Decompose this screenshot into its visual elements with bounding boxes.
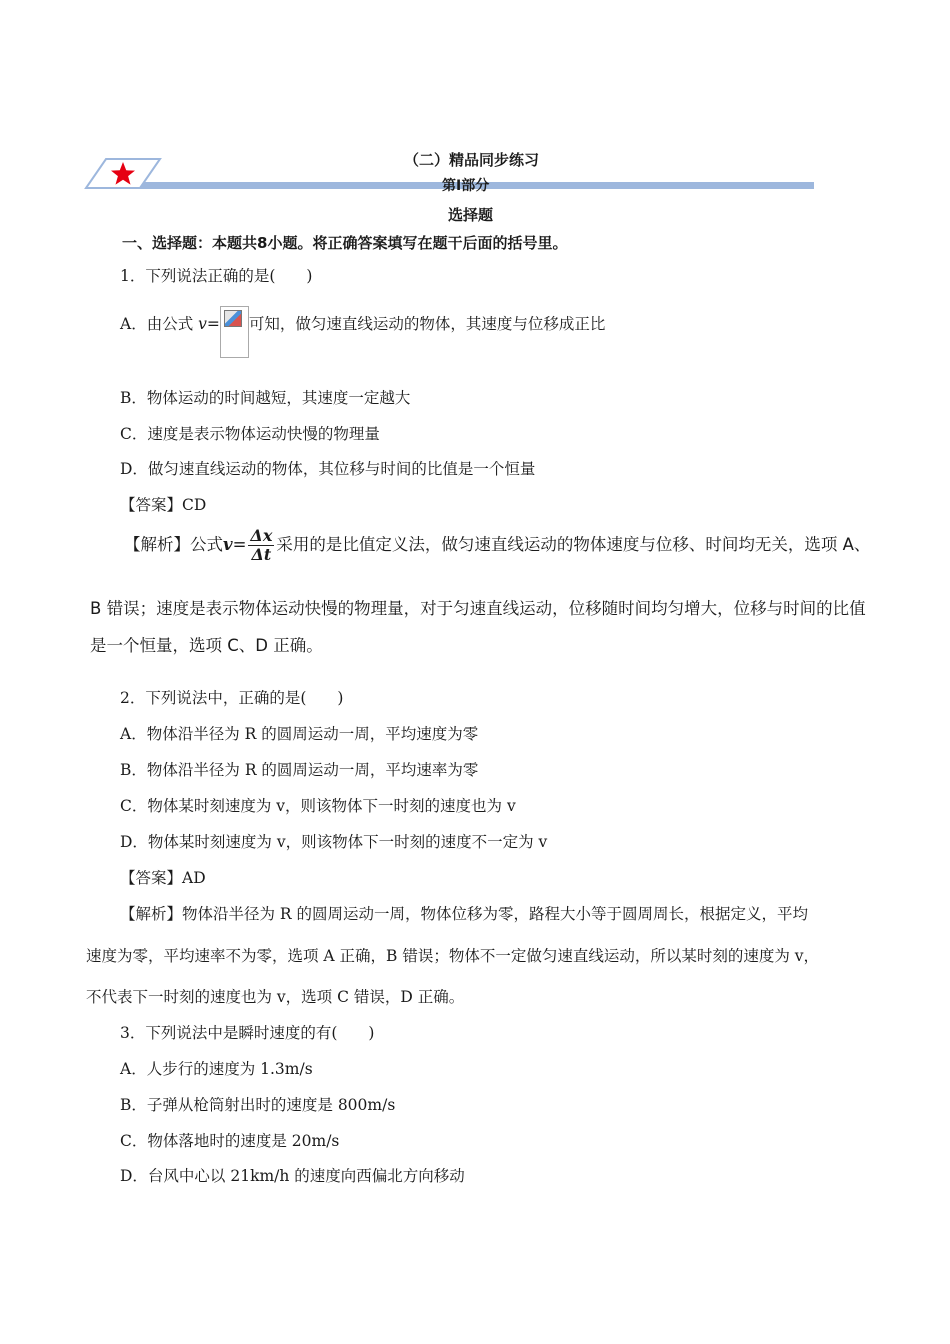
q2-option-c: C．物体某时刻速度为 v，则该物体下一时刻的速度也为 v: [120, 797, 516, 815]
q3-option-d: D．台风中心以 21km/h 的速度向西偏北方向移动: [120, 1167, 465, 1185]
q1-analysis-prefix: 【解析】公式: [124, 535, 223, 554]
q2-analysis-line2: 速度为零，平均速率不为零，选项 A 正确，B 错误；物体不一定做匀速直线运动，所以某时刻的速度为 v，: [86, 947, 820, 965]
q1-option-a-eq: =: [206, 315, 220, 333]
q1-stem: 1．下列说法正确的是( ): [120, 267, 313, 285]
q1-option-c: C．速度是表示物体运动快慢的物理量: [120, 425, 380, 443]
q1-analysis-line1: [124, 527, 870, 564]
q2-analysis-line1: 【解析】物体沿半径为 R 的圆周运动一周，物体位移为零，路程大小等于圆周周长，根据定义，平均: [120, 905, 809, 923]
q3-option-c: C．物体落地时的速度是 20m/s: [120, 1132, 340, 1150]
fraction-denominator: Δt: [251, 545, 272, 564]
section-title: （二）精品同步练习: [404, 151, 540, 169]
q1-option-a-var: v: [198, 315, 207, 333]
q2-analysis-line3: 不代表下一时刻的速度也为 v，选项 C 错误，D 正确。: [86, 988, 465, 1006]
q1-analysis-eq: =: [232, 535, 247, 554]
q1-option-d: D．做匀速直线运动的物体，其位移与时间的比值是一个恒量: [120, 460, 536, 478]
q1-option-a-suffix: 可知，做匀速直线运动的物体，其速度与位移成正比: [248, 315, 606, 333]
subtitle: 选择题: [448, 206, 494, 224]
q1-option-a: [120, 312, 605, 364]
q2-answer: 【答案】AD: [120, 869, 206, 887]
q1-answer: 【答案】CD: [120, 496, 207, 514]
q1-option-a-prefix: A．由公式: [120, 315, 194, 333]
q2-option-a: A．物体沿半径为 R 的圆周运动一周，平均速度为零: [120, 725, 479, 743]
q1-option-b: B．物体运动的时间越短，其速度一定越大: [120, 389, 411, 407]
q3-option-b: B．子弹从枪筒射出时的速度是 800m/s: [120, 1096, 396, 1114]
q2-option-b: B．物体沿半径为 R 的圆周运动一周，平均速率为零: [120, 761, 479, 779]
q1-analysis-line3: 是一个恒量，选项 C、D 正确。: [90, 636, 323, 655]
q1-analysis-line2: B 错误；速度是表示物体运动快慢的物理量，对于匀速直线运动，位移随时间均匀增大，位移与时间的比值: [90, 599, 866, 618]
delta-x-over-delta-t-fraction: [248, 527, 274, 564]
q1-analysis-text1: 采用的是比值定义法，做匀速直线运动的物体速度与位移、时间均无关，选项 A、: [276, 535, 871, 554]
part-label: [442, 175, 489, 185]
fraction-numerator: Δx: [250, 526, 273, 545]
broken-image-icon: [220, 306, 249, 358]
intro-instructions: 一、选择题：本题共8小题。将正确答案填写在题干后面的括号里。: [122, 234, 568, 252]
q1-analysis-var: v: [223, 535, 233, 554]
q2-option-d: D．物体某时刻速度为 v，则该物体下一时刻的速度不一定为 v: [120, 833, 548, 851]
q3-stem: 3．下列说法中是瞬时速度的有( ): [120, 1024, 375, 1042]
q3-option-a: A．人步行的速度为 1.3m/s: [120, 1060, 313, 1078]
q2-stem: 2．下列说法中，正确的是( ): [120, 689, 344, 707]
